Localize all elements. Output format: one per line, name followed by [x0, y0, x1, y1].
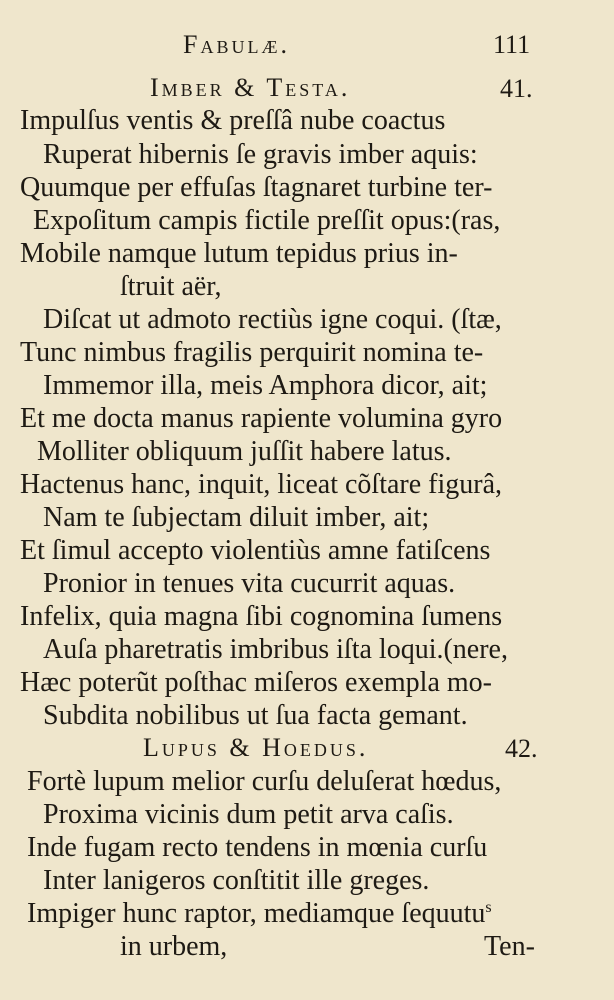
verse-line: Impulſus ventis & preſſâ nube coactus — [20, 105, 446, 136]
verse-line: Diſcat ut admoto rectiùs igne coqui. (ſtæ, — [43, 304, 502, 335]
verse-line: Tunc nimbus fragilis perquirit nomina te- — [20, 337, 484, 368]
verse-line: Fortè lupum melior curſu deluſerat hœdus, — [27, 766, 502, 797]
fable-41-number: 41. — [500, 74, 533, 103]
verse-line: Et ſimul accepto violentiùs amne fatiſcens — [20, 535, 491, 566]
verse-line: Auſa pharetratis imbribus iſta loqui.(nere, — [43, 634, 508, 665]
verse-line: Subdita nobilibus ut ſua facta gemant. — [43, 700, 468, 731]
catchword: Ten- — [484, 931, 535, 962]
verse-line: Immemor illa, meis Amphora dicor, ait; — [43, 370, 488, 401]
verse-line: Ruperat hibernis ſe gravis imber aquis: — [43, 139, 478, 170]
verse-line: Proxima vicinis dum petit arva caſis. — [43, 799, 454, 830]
fable-42-number: 42. — [505, 734, 538, 763]
verse-line-continuation: in urbem, — [120, 931, 228, 962]
fable-42-title: Lupus & Hoedus. — [143, 733, 369, 762]
verse-line: Molliter obliquum juſſit habere latus. — [37, 436, 452, 467]
verse-line: ſtruit aër, — [120, 271, 222, 302]
verse-line: Quumque per effuſas ſtagnaret turbine ter- — [20, 172, 493, 203]
running-head-title: Fabulæ. — [183, 30, 290, 59]
turnover-letter: s — [485, 899, 492, 916]
page-number: 111 — [493, 30, 531, 59]
verse-line — [27, 900, 492, 928]
verse-line: Mobile namque lutum tepidus prius in- — [20, 238, 458, 269]
verse-line: Hæc poterũt poſthac miſeros exempla mo- — [20, 667, 492, 698]
verse-line: Pronior in tenues vita cucurrit aquas. — [43, 568, 456, 599]
verse-line-text: Impiger hunc raptor, mediamque ſequutu — [27, 898, 486, 929]
verse-line: Hactenus hanc, inquit, liceat cõſtare figurâ, — [20, 469, 503, 500]
verse-line: Nam te ſubjectam diluit imber, ait; — [43, 502, 430, 533]
verse-line: Expoſitum campis fictile preſſit opus:(ras, — [33, 205, 501, 236]
verse-line: Et me docta manus rapiente volumina gyro — [20, 403, 503, 434]
verse-line: Infelix, quia magna ſibi cognomina ſumens — [20, 601, 503, 632]
fable-41-title: Imber & Testa. — [150, 73, 351, 102]
verse-line: Inde fugam recto tendens in mœnia curſu — [27, 832, 488, 863]
verse-line: Inter lanigeros conſtitit ille greges. — [43, 865, 430, 896]
